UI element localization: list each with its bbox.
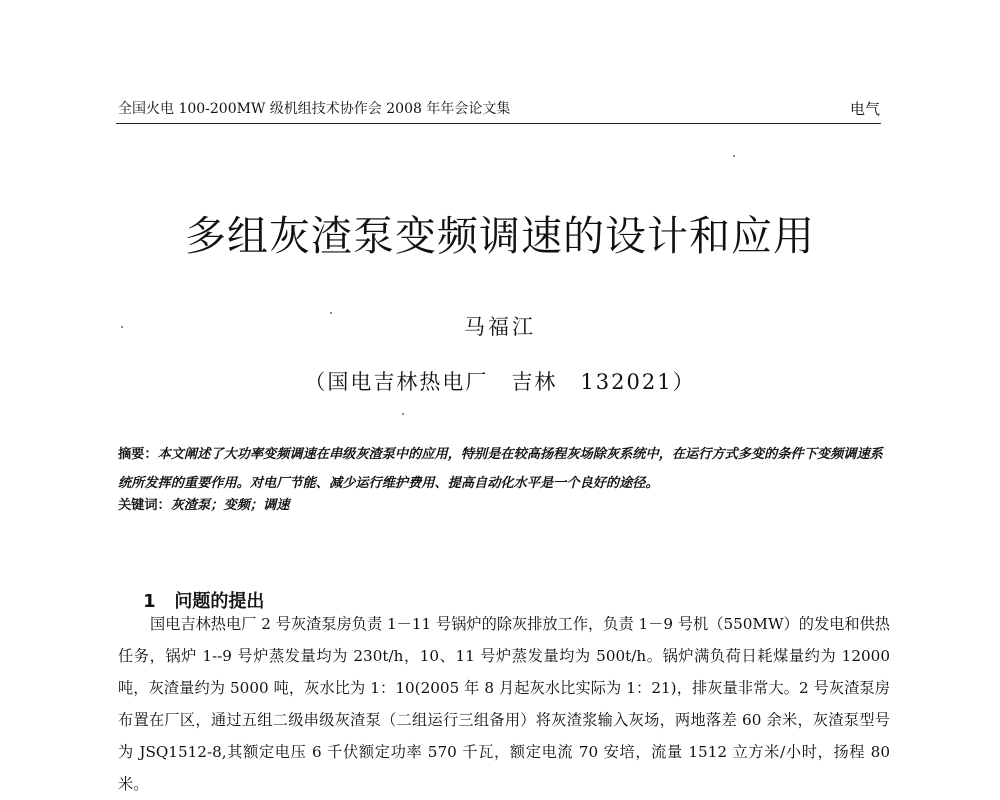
abstract-text: 本文阐述了大功率变频调速在串级灰渣泵中的应用，特别是在较高扬程灰场除灰系统中，在运行方式多变的条件下变频调速系统所发挥的重要作用。对电厂节能、减少运行维护费用、提高自动化水平是一个良好的途径。 <box>118 447 883 491</box>
keywords-label: 关键词： <box>118 498 171 513</box>
abstract-label: 摘要： <box>118 447 158 462</box>
section-number: 1 <box>143 591 156 612</box>
scan-speck <box>733 155 735 157</box>
scan-speck <box>402 413 404 415</box>
paper-title: 多组灰渣泵变频调速的设计和应用 <box>185 212 815 260</box>
header-divider <box>116 123 881 124</box>
keywords <box>118 496 888 516</box>
abstract <box>118 440 888 498</box>
author-affiliation: （国电吉林热电厂 吉林 132021） <box>304 370 696 394</box>
running-header-left: 全国火电 100-200MW 级机组技术协作会 2008 年年会论文集 <box>118 101 511 117</box>
author-name: 马福江 <box>464 315 536 339</box>
keywords-text: 灰渣泵；变频；调速 <box>170 498 290 513</box>
body-paragraph: 国电吉林热电厂 2 号灰渣泵房负责 1－11 号锅炉的除灰排放工作，负责 1－9 号机（550MW）的发电和供热任务，锅炉 1--9 号炉蒸发量均为 230t/h，10、11 号炉蒸发量均为 500t/h。锅炉满负荷日耗煤量约为 12000 吨，灰渣量约为 5000 吨，灰水比为 1：10(2005 年 8 月起灰水比实际为 1：21)，排灰量非常大。2 号灰渣泵房布置在厂区，通过五组二级串级灰渣泵（二组运行三组备用）将灰渣浆输入灰场，两地落差 60 余米，灰渣泵型号为 JSQ1512-8,其额定电压 6 千伏额定功率 570 千瓦，额定电流 70 安培，流量 1512 立方米/小时，扬程 80 米。 <box>118 615 890 793</box>
running-header-right: 电气 <box>850 100 881 118</box>
section-title: 问题的提出 <box>174 591 265 612</box>
